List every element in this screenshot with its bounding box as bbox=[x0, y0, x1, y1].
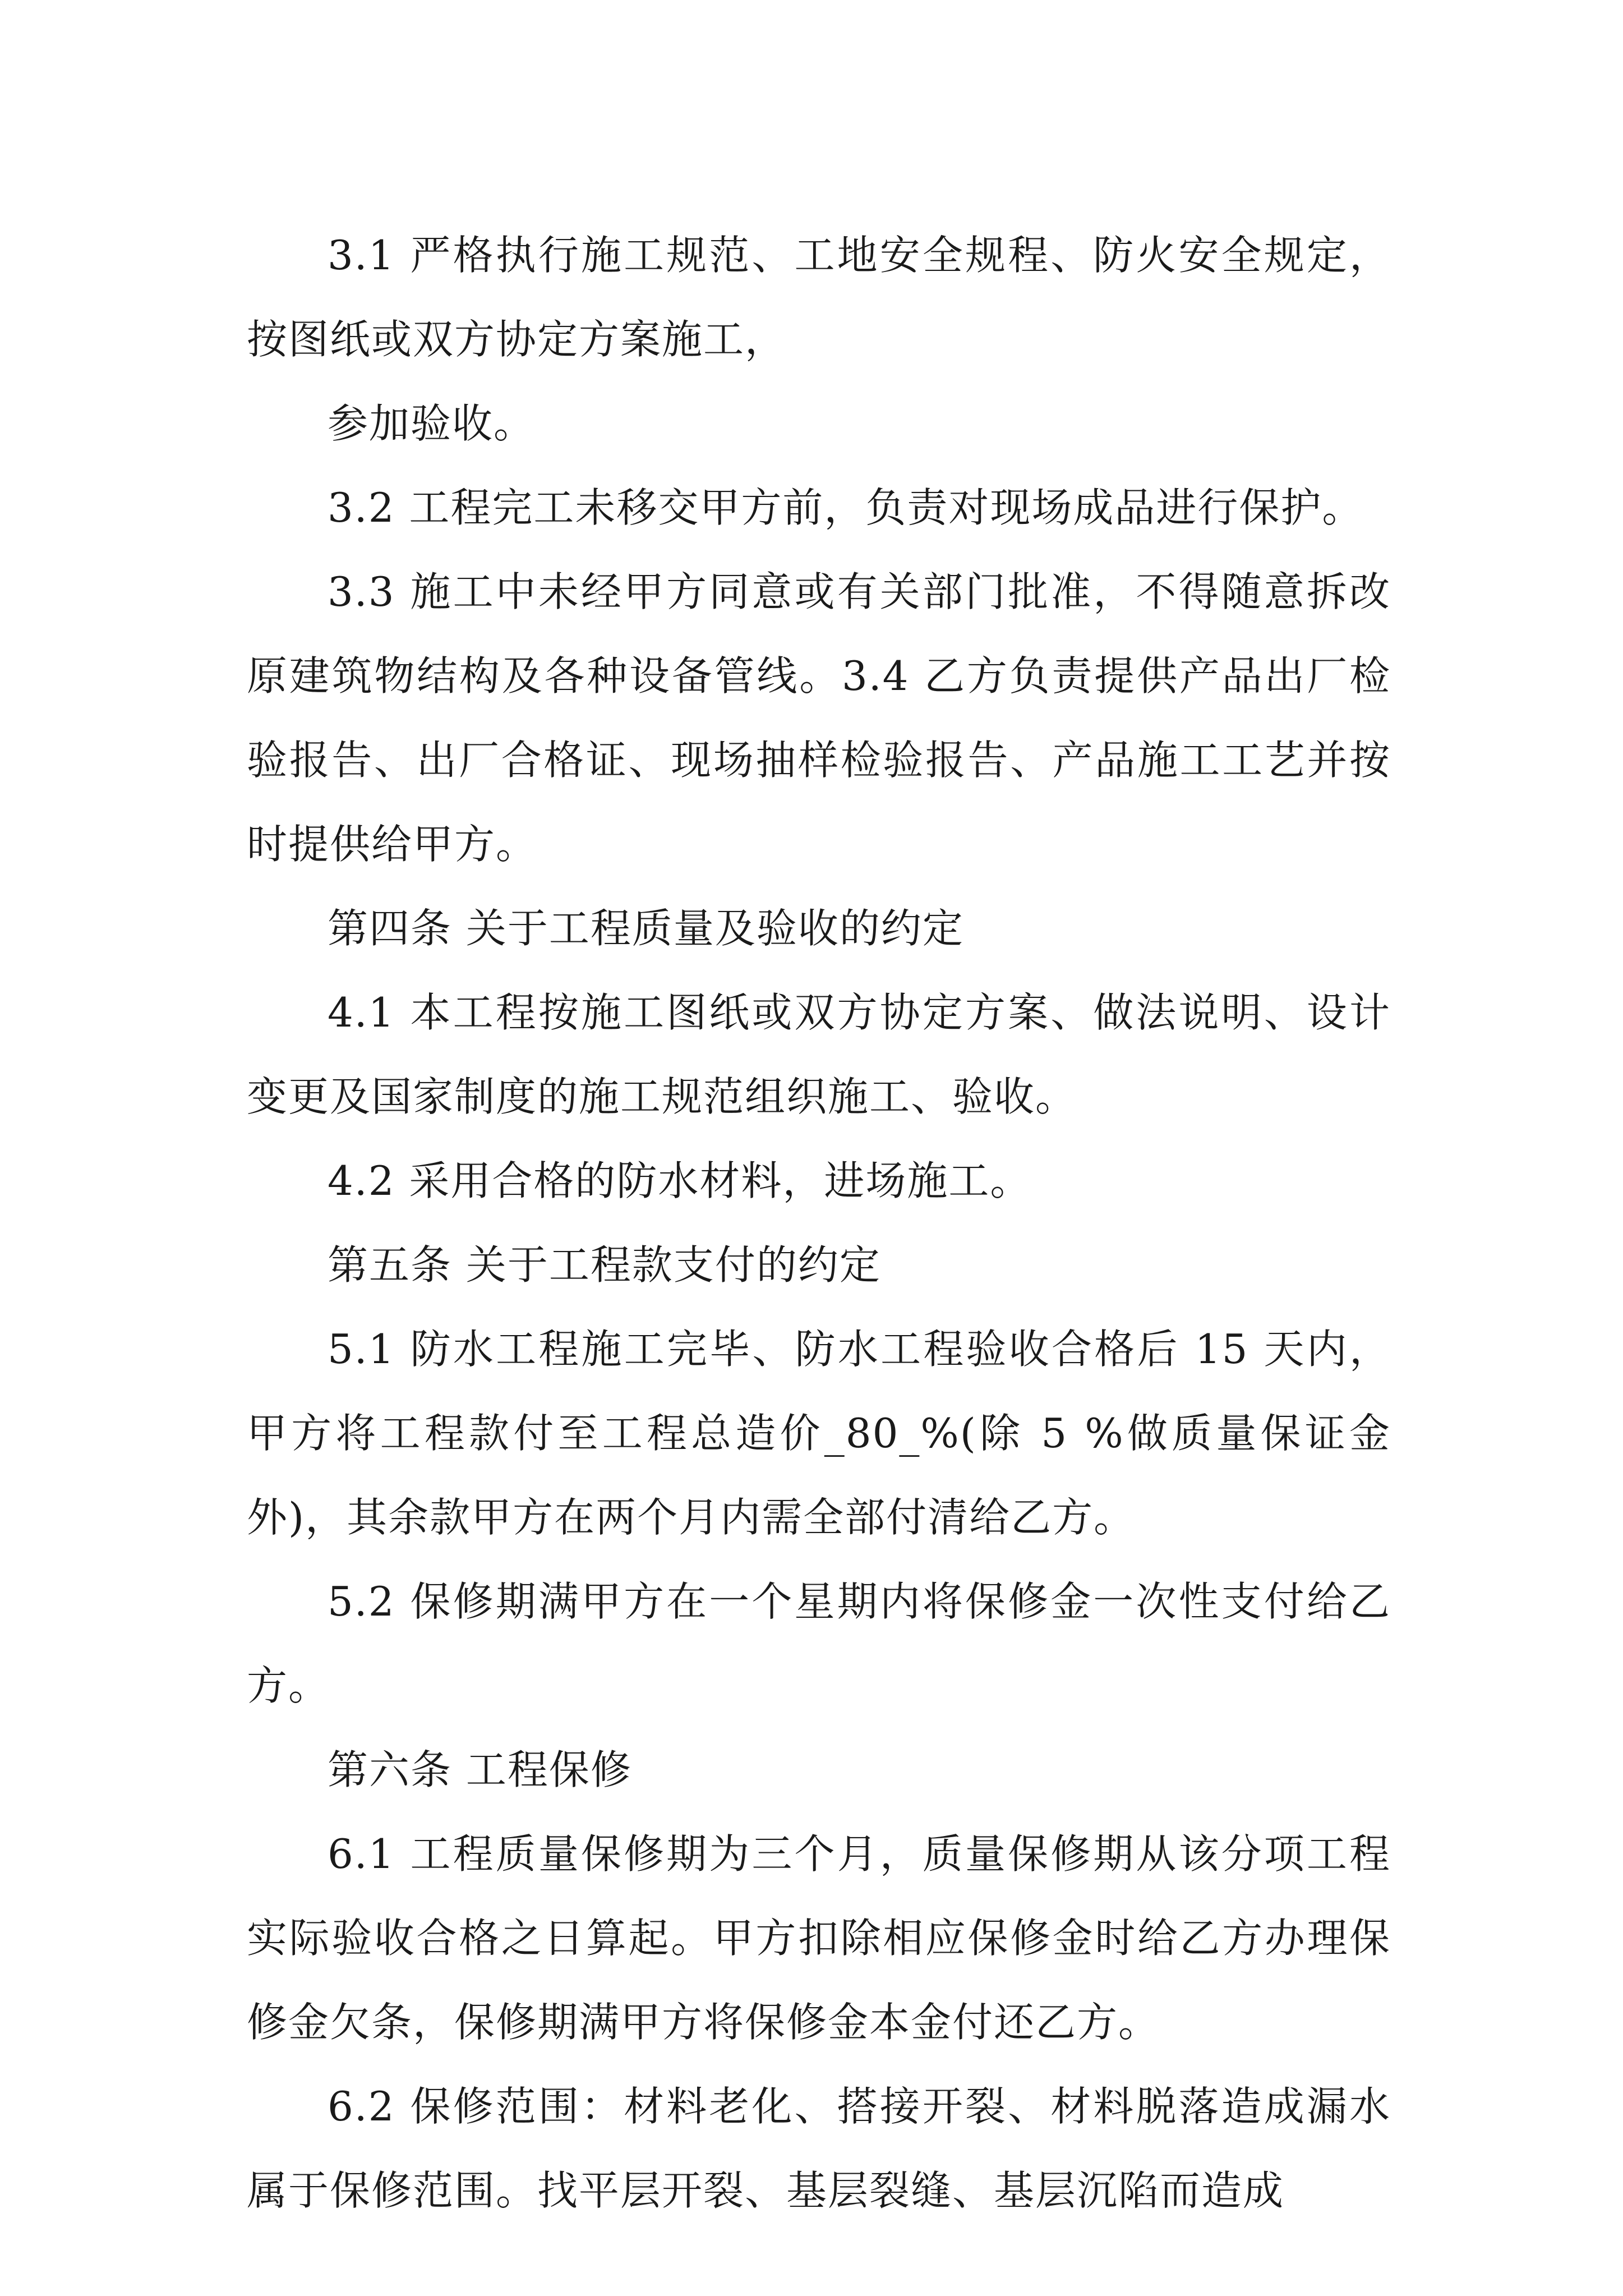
clause-3-2: 3.2 工程完工未移交甲方前，负责对现场成品进行保护。 bbox=[328, 484, 1364, 531]
clause-5-1: 5.1 防水工程施工完毕、防水工程验收合格后 15 天内，甲方将工程款付至工程总造价_80_%(除 5 %做质量保证金外)，其余款甲方在两个月内需全部付清给乙方。 bbox=[247, 1326, 1391, 1541]
document-body bbox=[247, 213, 1391, 2233]
article-6-heading: 第六条 工程保修 bbox=[328, 1746, 632, 1793]
clause-4-2: 4.2 采用合格的防水材料，进场施工。 bbox=[328, 1157, 1032, 1204]
clause-3-1-continued: 参加验收。 bbox=[328, 400, 536, 447]
clause-6-1: 6.1 工程质量保修期为三个月，质量保修期从该分项工程实际验收合格之日算起。甲方扣除相应保修金时给乙方办理保修金欠条，保修期满甲方将保修金本金付还乙方。 bbox=[247, 1830, 1391, 2046]
clause-3-1: 3.1 严格执行施工规范、工地安全规程、防火安全规定，按图纸或双方协定方案施工， bbox=[247, 232, 1391, 363]
clause-3-3: 3.3 施工中未经甲方同意或有关部门批准，不得随意拆改原建筑物结构及各种设备管线。3.4 乙方负责提供产品出厂检验报告、出厂合格证、现场抽样检验报告、产品施工工艺并按时提供给甲方。 bbox=[247, 568, 1391, 868]
clause-5-2: 5.2 保修期满甲方在一个星期内将保修金一次性支付给乙方。 bbox=[247, 1578, 1391, 1709]
article-5-heading: 第五条 关于工程款支付的约定 bbox=[328, 1241, 881, 1289]
article-4-heading: 第四条 关于工程质量及验收的约定 bbox=[328, 905, 964, 952]
clause-4-1: 4.1 本工程按施工图纸或双方协定方案、做法说明、设计变更及国家制度的施工规范组织施工、验收。 bbox=[247, 989, 1391, 1120]
clause-6-2: 6.2 保修范围：材料老化、搭接开裂、材料脱落造成漏水属于保修范围。找平层开裂、基层裂缝、基层沉陷而造成 bbox=[247, 2083, 1391, 2214]
